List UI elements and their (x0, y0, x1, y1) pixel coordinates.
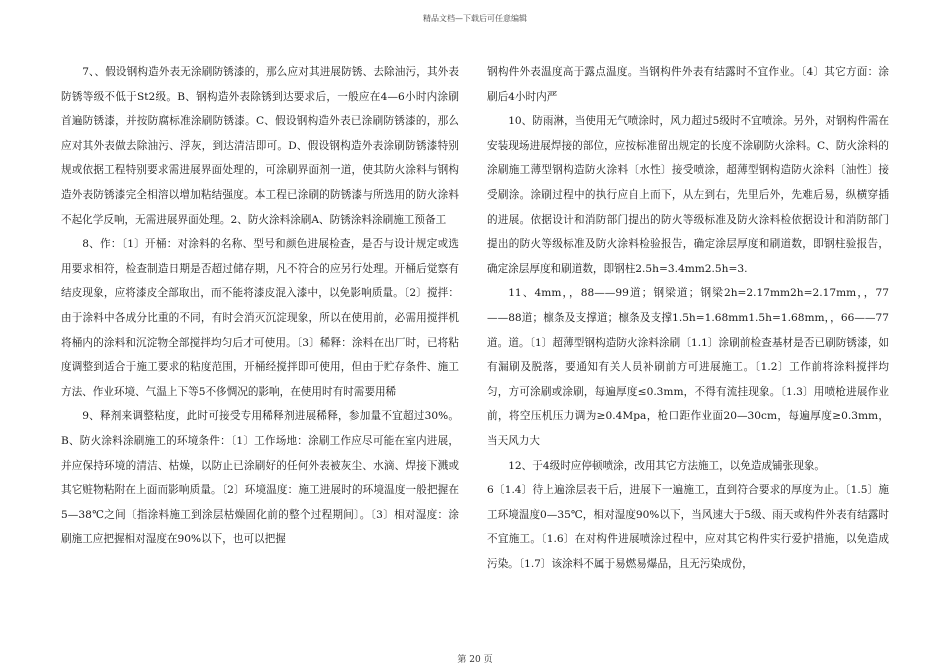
paragraph-11: 11、4mm，，88——99道；钢梁道；钢梁2h=2.17mm2h=2.17mm，，77——88道；檩条及支撑道；檩条及支撑1.5h=1.68mm1.5h=1.68mm，，66——77道。道。〔1〕超薄型钢构造防火涂料涂刷〔1.1〕涂刷前检查基材是否已刷防锈漆，如有漏刷及脱落，要通知有关人员补刷前方可进展施工。〔1.2〕工作前将涂料搅拌均匀，方可涂刷或涂刷，每遍厚度≤0.3mm，不得有流挂现象。〔1.3〕用喷枪进展作业前，将空压机压力调为≥0.4Mpa，枪口距作业面20—30cm，每遍厚度≥0.3mm，当天风力大 (487, 287, 889, 447)
paragraph-10: 10、防雨淋，当使用无气喷涂时，风力超过5级时不宜喷涂。另外，对钢构件需在安装现场进展焊接的部位，应按标准留出规定的长度不涂刷防火涂料。C、防火涂料的涂刷施工薄型钢构造防火涂料〔水性〕接受喷涂，超薄型钢构造防火涂料〔油性〕接受刷涂。涂刷过程中的执行应自上而下，从左到右，先里后外，先难后易，纵横穿插的进展。依据设计和消防部门提出的防火等级标准及防火涂料检依据设计和消防部门提出的防火等级标准及防火涂料检验报告，确定涂层厚度和刷道数，即钢柱验报告，确定涂层厚度和刷道数，即钢柱2.5h=3.4mm2.5h=3. (487, 115, 889, 275)
paragraph-7: 7、、假设钢构造外表无涂刷防锈漆的，那么应对其进展防锈、去除油污，其外表防锈等级不低于St2级。B、钢构造外表除锈到达要求后，一般应在4—6小时内涂刷首遍防锈漆，并按防腐标准涂刷防锈漆。C、假设钢构造外表已涂刷防锈漆的，那么应对其外表做去除油污、浮灰，到达清洁即可。D、假设钢构造外表涂刷防锈漆特别规或依据工程特别要求需进展界面处理的，可涂刷界面剂一道，使其防火涂料与钢构造外表防锈漆完全相溶以增加粘结强度。本工程已涂刷的防锈漆与所选用的防火涂料不起化学反响，无需进展界面处理。2、防火涂料涂刷A、防锈涂料涂刷施工预备工 (61, 66, 459, 226)
paragraph-12: 12、于4级时应停顿喷涂，改用其它方法施工，以免造成铺张现象。 (508, 459, 826, 472)
page-number: 第 20 页 (457, 655, 493, 665)
paragraph-9: 9、释剂来调整粘度，此时可接受专用稀释剂进展稀释，参加量不宜超过30%。B、防火涂料涂刷施工的环境条件：〔1〕工作场地：涂刷工作应尽可能在室内进展，并应保持环境的清洁、枯燥，以防止已涂刷好的任何外表被灰尘、水滴、焊接下溅或其它赃物粘附在上面而影响质量。〔2〕环境温度：施工进展时的环境温度一般把握在5—38℃之间〔指涂料施工到涂层枯燥固化前的整个过程期间〕。〔3〕相对湿度：涂刷施工应把握相对湿度在90%以下，也可以把握 (61, 410, 459, 546)
right-column (487, 60, 889, 576)
paragraph-6: 6〔1.4〕待上遍涂层表干后，进展下一遍施工，直到符合要求的厚度为止。〔1.5〕施工环境温度0—35℃，相对湿度90%以下，当风速大于5级、雨天或构件外表有结露时不宜施工。〔1.6〕在对构件进展喷涂过程中，应对其它构件实行爱护措施，以免造成污染。〔1.7〕该涂料不属于易燃易爆品，且无污染成份， (487, 484, 889, 570)
paragraph-continuation: 钢构件外表温度高于露点温度。当钢构件外表有结露时不宜作业。〔4〕其它方面：涂刷后4小时内严 (487, 66, 889, 103)
paragraph-8: 8、作：〔1〕开桶：对涂料的名称、型号和颜色进展检查，是否与设计规定或选用要求相符，检查制造日期是否超过储存期，凡不符合的应另行处理。开桶后觉察有结皮现象，应将漆皮全部取出，而不能将漆皮混入漆中，以免影响质量。〔2〕搅拌：由于涂料中各成分比重的不同，有时会消灭沉淀现象，所以在使用前，必需用搅拌机将桶内的涂料和沉淀物全部搅拌均匀后才可使用。〔3〕稀释：涂料在出厂时，已将粘度调整到适合于施工要求的粘度范围，开桶经搅拌即可使用，但由于贮存条件、施工方法、作业环境、气温上下等5不侈惆况的影响，在使用时有时需要用稀 (61, 238, 459, 398)
left-column (61, 60, 459, 552)
page-header: 精品文档—下载后可任意编辑 (423, 14, 527, 23)
